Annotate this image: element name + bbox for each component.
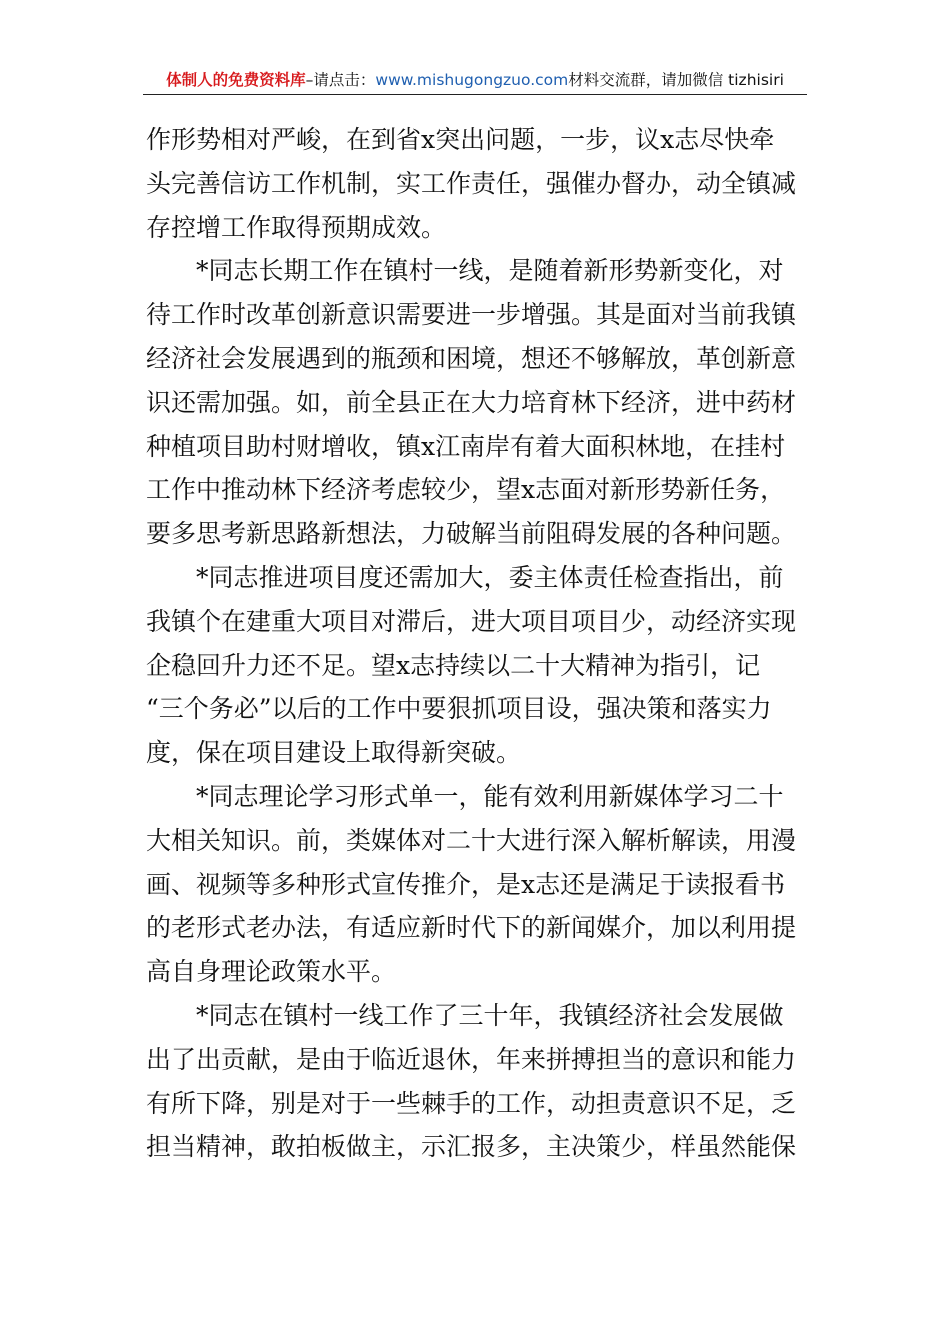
- text-line: 高自身理论政策水平。: [146, 957, 397, 987]
- text-line: 大相关知识。前，类媒体对二十大进行深入解析解读，用漫: [146, 825, 797, 855]
- text-line: 有所下降，别是对于一些棘手的工作，动担责意识不足，乏: [146, 1088, 797, 1118]
- header-brand: 体制人的免费资料库: [166, 71, 306, 89]
- text-line: 画、视频等多种形式宣传推介，是x志还是满足于读报看书: [146, 869, 786, 899]
- text-line: 作形势相对严峻，在到省x突出问题，一步，议x志尽快牵: [146, 125, 775, 154]
- header-url-link[interactable]: www.mishugongzuo.com: [375, 71, 569, 89]
- text-line: 种植项目助村财增收，镇x江南岸有着大面积林地，在挂村: [146, 431, 786, 461]
- text-line: 存控增工作取得预期成效。: [146, 212, 447, 242]
- paragraph-3: [146, 556, 808, 775]
- text-line: *同志推进项目度还需加大，委主体责任检查指出，前: [196, 562, 784, 592]
- text-line: 工作中推动林下经济考虑较少，望x志面对新形势新任务，: [146, 475, 786, 505]
- text-line: 企稳回升力还不足。望x志持续以二十大精神为指引，记: [146, 650, 761, 680]
- document-body: [146, 118, 808, 1169]
- text-line: 的老形式老办法，有适应新时代下的新闻媒介，加以利用提: [146, 913, 797, 943]
- text-line: 头完善信访工作机制，实工作责任，强催办督办，动全镇减: [146, 168, 797, 198]
- header-click-prefix: –请点击：: [305, 71, 376, 89]
- paragraph-4: [146, 775, 808, 994]
- text-line: “三个务必”以后的工作中要狠抓项目设，强决策和落实力: [146, 694, 772, 724]
- text-line: 度，保在项目建设上取得新突破。: [146, 738, 522, 768]
- header-contact: 材料交流群，请加微信 tizhisiri: [568, 71, 784, 89]
- text-line: 担当精神，敢拍板做主，示汇报多，主决策少，样虽然能保: [146, 1132, 797, 1162]
- text-line: *同志在镇村一线工作了三十年，我镇经济社会发展做: [196, 1000, 784, 1030]
- text-line: *同志理论学习形式单一，能有效利用新媒体学习二十: [196, 781, 784, 811]
- text-line: 我镇个在建重大项目对滞后，进大项目项目少，动经济实现: [146, 606, 797, 636]
- text-line: 经济社会发展遇到的瓶颈和困境，想还不够解放，革创新意: [146, 343, 797, 373]
- text-line: 出了出贡献，是由于临近退休，年来拼搏担当的意识和能力: [146, 1044, 797, 1074]
- text-line: 要多思考新思路新想法，力破解当前阻碍发展的各种问题。: [146, 519, 797, 549]
- page-header: [143, 68, 807, 95]
- text-line: *同志长期工作在镇村一线，是随着新形势新变化，对: [196, 256, 784, 286]
- paragraph-2: [146, 249, 808, 556]
- paragraph-5: [146, 994, 808, 1169]
- text-line: 识还需加强。如，前全县正在大力培育林下经济，进中药材: [146, 387, 797, 417]
- paragraph-1: [146, 118, 808, 249]
- text-line: 待工作时改革创新意识需要进一步增强。其是面对当前我镇: [146, 300, 797, 330]
